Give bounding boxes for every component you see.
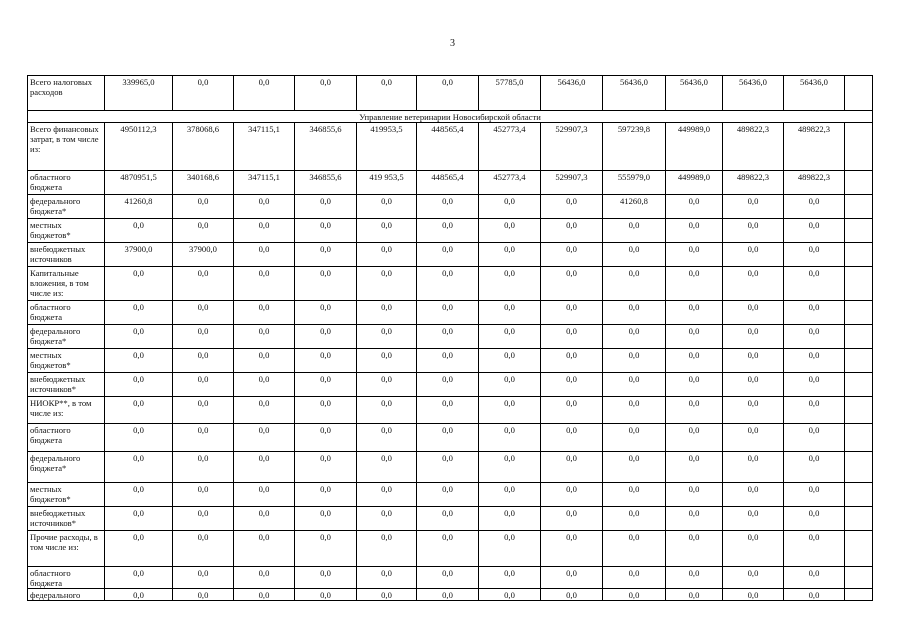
- table-cell: 0,0: [173, 76, 234, 111]
- table-cell: 0,0: [234, 589, 295, 601]
- budget-table: [27, 75, 873, 601]
- table-cell: 452773,4: [479, 123, 541, 171]
- table-row: [28, 195, 873, 219]
- table-cell: 0,0: [541, 531, 603, 567]
- table-cell: 0,0: [173, 301, 234, 325]
- table-row: [28, 325, 873, 349]
- table-row: [28, 567, 873, 589]
- table-cell: 0,0: [666, 589, 723, 601]
- table-cell: 0,0: [173, 483, 234, 507]
- empty-cell: [845, 219, 873, 243]
- table-cell: 0,0: [666, 219, 723, 243]
- table-cell: 0,0: [784, 243, 845, 267]
- table-cell: 0,0: [603, 267, 666, 301]
- table-cell: 0,0: [541, 301, 603, 325]
- table-cell: 0,0: [417, 219, 479, 243]
- table-cell: 0,0: [784, 325, 845, 349]
- empty-cell: [845, 243, 873, 267]
- table-cell: 0,0: [173, 567, 234, 589]
- table-row: [28, 397, 873, 424]
- table-cell: 489822,3: [723, 123, 784, 171]
- table-cell: 0,0: [234, 76, 295, 111]
- table-cell: 0,0: [173, 424, 234, 452]
- table-cell: 0,0: [295, 195, 357, 219]
- table-cell: 0,0: [417, 373, 479, 397]
- table-cell: 347115,1: [234, 171, 295, 195]
- table-cell: 0,0: [234, 219, 295, 243]
- table-cell: 0,0: [666, 397, 723, 424]
- table-row: [28, 531, 873, 567]
- table-cell: 0,0: [295, 301, 357, 325]
- table-cell: 0,0: [295, 267, 357, 301]
- empty-cell: [845, 589, 873, 601]
- row-label: местных бюджетов*: [28, 219, 105, 243]
- table-row: [28, 424, 873, 452]
- table-cell: 0,0: [603, 397, 666, 424]
- table-cell: 0,0: [357, 349, 417, 373]
- table-cell: 0,0: [105, 397, 173, 424]
- table-row: [28, 76, 873, 111]
- table-cell: 0,0: [357, 483, 417, 507]
- table-cell: 346855,6: [295, 123, 357, 171]
- table-cell: 0,0: [603, 567, 666, 589]
- table-cell: 0,0: [723, 483, 784, 507]
- table-row: [28, 243, 873, 267]
- table-cell: 0,0: [105, 349, 173, 373]
- row-label: областного бюджета: [28, 567, 105, 589]
- table-cell: 0,0: [295, 243, 357, 267]
- table-row: [28, 301, 873, 325]
- table-cell: 0,0: [784, 301, 845, 325]
- table-cell: 0,0: [541, 589, 603, 601]
- table-cell: 0,0: [666, 195, 723, 219]
- table-cell: 0,0: [723, 424, 784, 452]
- table-cell: 0,0: [723, 267, 784, 301]
- empty-cell: [845, 267, 873, 301]
- table-cell: 0,0: [234, 373, 295, 397]
- table-cell: 0,0: [417, 325, 479, 349]
- table-cell: 0,0: [479, 531, 541, 567]
- table-cell: 419 953,5: [357, 171, 417, 195]
- table-cell: 0,0: [357, 373, 417, 397]
- table-cell: 0,0: [603, 589, 666, 601]
- table-cell: 0,0: [417, 397, 479, 424]
- table-cell: 0,0: [357, 424, 417, 452]
- table-cell: 0,0: [357, 325, 417, 349]
- table-cell: 0,0: [603, 243, 666, 267]
- empty-cell: [845, 452, 873, 483]
- table-cell: 0,0: [173, 325, 234, 349]
- table-cell: 0,0: [723, 243, 784, 267]
- table-cell: 0,0: [234, 195, 295, 219]
- table-cell: 0,0: [541, 452, 603, 483]
- empty-cell: [845, 325, 873, 349]
- table-cell: 0,0: [479, 397, 541, 424]
- table-cell: 0,0: [541, 397, 603, 424]
- table-cell: 339965,0: [105, 76, 173, 111]
- empty-cell: [845, 424, 873, 452]
- table-cell: 0,0: [295, 219, 357, 243]
- table-cell: 56436,0: [603, 76, 666, 111]
- table-cell: 0,0: [723, 589, 784, 601]
- table-cell: 0,0: [173, 373, 234, 397]
- table-cell: 0,0: [295, 452, 357, 483]
- table-cell: 0,0: [603, 349, 666, 373]
- row-label: внебюджетных источников*: [28, 373, 105, 397]
- table-cell: 0,0: [357, 243, 417, 267]
- table-cell: 0,0: [173, 507, 234, 531]
- table-cell: 0,0: [234, 483, 295, 507]
- table-cell: 0,0: [666, 507, 723, 531]
- table-cell: 452773,4: [479, 171, 541, 195]
- table-cell: 0,0: [357, 452, 417, 483]
- table-cell: 0,0: [417, 267, 479, 301]
- section-header-row: [28, 111, 873, 123]
- table-cell: 56436,0: [723, 76, 784, 111]
- table-cell: 0,0: [295, 507, 357, 531]
- table-cell: 0,0: [479, 567, 541, 589]
- empty-cell: [845, 349, 873, 373]
- table-cell: 37900,0: [105, 243, 173, 267]
- table-cell: 0,0: [541, 349, 603, 373]
- table-cell: 0,0: [357, 219, 417, 243]
- table-cell: 0,0: [417, 349, 479, 373]
- table-cell: 0,0: [541, 567, 603, 589]
- table-cell: 0,0: [479, 219, 541, 243]
- table-cell: 0,0: [295, 325, 357, 349]
- row-label: Прочие расходы, в том числе из:: [28, 531, 105, 567]
- table-cell: 0,0: [295, 424, 357, 452]
- row-label: федерального бюджета*: [28, 452, 105, 483]
- row-label: Капитальные вложения, в том числе из:: [28, 267, 105, 301]
- table-cell: 0,0: [666, 325, 723, 349]
- table-cell: 0,0: [784, 589, 845, 601]
- table-cell: 0,0: [357, 589, 417, 601]
- table-cell: 0,0: [666, 483, 723, 507]
- table-cell: 0,0: [603, 325, 666, 349]
- row-label: НИОКР**, в том числе из:: [28, 397, 105, 424]
- table-cell: 0,0: [417, 567, 479, 589]
- table-cell: 4950112,3: [105, 123, 173, 171]
- table-cell: 0,0: [723, 452, 784, 483]
- table-cell: 0,0: [541, 267, 603, 301]
- table-cell: 0,0: [234, 349, 295, 373]
- table-cell: 0,0: [105, 507, 173, 531]
- table-cell: 0,0: [357, 531, 417, 567]
- table-cell: 0,0: [173, 219, 234, 243]
- table-cell: 0,0: [417, 483, 479, 507]
- table-cell: 0,0: [666, 301, 723, 325]
- table-cell: 0,0: [234, 243, 295, 267]
- row-label: областного бюджета: [28, 301, 105, 325]
- table-cell: 56436,0: [666, 76, 723, 111]
- table-cell: 0,0: [723, 219, 784, 243]
- table-cell: 0,0: [479, 483, 541, 507]
- table-cell: 0,0: [666, 567, 723, 589]
- table-cell: 0,0: [479, 195, 541, 219]
- table-cell: 0,0: [105, 267, 173, 301]
- table-cell: 0,0: [357, 301, 417, 325]
- table-cell: 0,0: [784, 452, 845, 483]
- table-cell: 41260,8: [105, 195, 173, 219]
- table-cell: 0,0: [723, 567, 784, 589]
- table-cell: 0,0: [784, 424, 845, 452]
- table-cell: 0,0: [173, 267, 234, 301]
- table-cell: 0,0: [295, 531, 357, 567]
- empty-cell: [845, 301, 873, 325]
- table-cell: 0,0: [417, 424, 479, 452]
- table-cell: 0,0: [784, 397, 845, 424]
- table-cell: 0,0: [603, 507, 666, 531]
- table-cell: 0,0: [479, 373, 541, 397]
- table-cell: 0,0: [105, 483, 173, 507]
- table-cell: 0,0: [541, 325, 603, 349]
- table-cell: 0,0: [666, 424, 723, 452]
- table-cell: 0,0: [234, 424, 295, 452]
- empty-cell: [845, 195, 873, 219]
- table-cell: 0,0: [234, 325, 295, 349]
- table-cell: 0,0: [105, 424, 173, 452]
- table-cell: 0,0: [784, 219, 845, 243]
- table-cell: 0,0: [173, 531, 234, 567]
- table-cell: 0,0: [784, 531, 845, 567]
- table-cell: 0,0: [723, 195, 784, 219]
- table-row: [28, 267, 873, 301]
- budget-table-body: [28, 76, 873, 601]
- table-cell: 56436,0: [784, 76, 845, 111]
- table-cell: 0,0: [603, 483, 666, 507]
- table-cell: 0,0: [723, 397, 784, 424]
- table-cell: 0,0: [479, 301, 541, 325]
- row-label: федерального бюджета*: [28, 195, 105, 219]
- table-cell: 0,0: [479, 325, 541, 349]
- table-cell: 0,0: [417, 589, 479, 601]
- table-cell: 0,0: [357, 397, 417, 424]
- table-cell: 0,0: [479, 243, 541, 267]
- table-cell: 0,0: [784, 349, 845, 373]
- table-cell: 0,0: [784, 507, 845, 531]
- empty-cell: [845, 483, 873, 507]
- table-cell: 340168,6: [173, 171, 234, 195]
- table-cell: 489822,3: [723, 171, 784, 195]
- row-label: внебюджетных источников: [28, 243, 105, 267]
- page-number: 3: [450, 38, 455, 49]
- table-row: [28, 349, 873, 373]
- empty-cell: [845, 507, 873, 531]
- table-cell: 0,0: [479, 507, 541, 531]
- table-cell: 555979,0: [603, 171, 666, 195]
- table-cell: 0,0: [234, 301, 295, 325]
- table-cell: 0,0: [105, 531, 173, 567]
- empty-cell: [845, 397, 873, 424]
- table-cell: 0,0: [784, 373, 845, 397]
- table-cell: 0,0: [784, 483, 845, 507]
- row-label: областного бюджета: [28, 424, 105, 452]
- table-row: [28, 483, 873, 507]
- table-cell: 448565,4: [417, 123, 479, 171]
- table-cell: 0,0: [666, 243, 723, 267]
- table-cell: 449989,0: [666, 171, 723, 195]
- table-cell: 0,0: [357, 195, 417, 219]
- table-cell: 0,0: [173, 452, 234, 483]
- table-cell: 0,0: [105, 589, 173, 601]
- table-cell: 0,0: [417, 301, 479, 325]
- row-label: федерального бюджета*: [28, 325, 105, 349]
- table-cell: 56436,0: [541, 76, 603, 111]
- table-cell: 0,0: [723, 531, 784, 567]
- table-cell: 0,0: [105, 325, 173, 349]
- table-cell: 0,0: [541, 507, 603, 531]
- table-cell: 0,0: [295, 483, 357, 507]
- table-cell: 0,0: [603, 452, 666, 483]
- table-cell: 57785,0: [479, 76, 541, 111]
- table-cell: 0,0: [541, 483, 603, 507]
- table-row: [28, 219, 873, 243]
- row-label: внебюджетных источников*: [28, 507, 105, 531]
- table-cell: 0,0: [479, 589, 541, 601]
- table-cell: 0,0: [295, 589, 357, 601]
- table-row: [28, 123, 873, 171]
- table-cell: 0,0: [541, 243, 603, 267]
- table-cell: 529907,3: [541, 171, 603, 195]
- table-cell: 489822,3: [784, 123, 845, 171]
- table-cell: 0,0: [234, 452, 295, 483]
- table-cell: 0,0: [723, 349, 784, 373]
- row-label: местных бюджетов*: [28, 349, 105, 373]
- table-cell: 346855,6: [295, 171, 357, 195]
- table-cell: 0,0: [666, 349, 723, 373]
- row-label: Всего налоговых расходов: [28, 76, 105, 111]
- empty-cell: [845, 76, 873, 111]
- table-cell: 0,0: [603, 219, 666, 243]
- table-cell: 0,0: [417, 76, 479, 111]
- row-label: Всего финансовых затрат, в том числе из:: [28, 123, 105, 171]
- table-cell: 448565,4: [417, 171, 479, 195]
- table-cell: 0,0: [417, 452, 479, 483]
- table-cell: 0,0: [173, 349, 234, 373]
- table-cell: 0,0: [357, 267, 417, 301]
- table-cell: 529907,3: [541, 123, 603, 171]
- table-cell: 0,0: [173, 589, 234, 601]
- table-cell: 0,0: [105, 219, 173, 243]
- empty-cell: [845, 171, 873, 195]
- table-cell: 0,0: [173, 195, 234, 219]
- table-cell: 0,0: [541, 195, 603, 219]
- table-cell: 0,0: [417, 243, 479, 267]
- table-cell: 0,0: [666, 267, 723, 301]
- table-cell: 0,0: [417, 507, 479, 531]
- empty-cell: [845, 531, 873, 567]
- row-label: местных бюджетов*: [28, 483, 105, 507]
- empty-cell: [845, 567, 873, 589]
- table-cell: 0,0: [295, 567, 357, 589]
- table-cell: 0,0: [666, 373, 723, 397]
- table-cell: 0,0: [603, 531, 666, 567]
- table-cell: 0,0: [723, 373, 784, 397]
- table-cell: 0,0: [295, 373, 357, 397]
- table-cell: 0,0: [173, 397, 234, 424]
- table-cell: 0,0: [234, 267, 295, 301]
- table-cell: 0,0: [784, 567, 845, 589]
- table-cell: 0,0: [479, 349, 541, 373]
- table-cell: 0,0: [357, 76, 417, 111]
- table-cell: 0,0: [105, 567, 173, 589]
- section-title: Управление ветеринарии Новосибирской области: [28, 111, 873, 123]
- table-cell: 449989,0: [666, 123, 723, 171]
- table-cell: 0,0: [295, 397, 357, 424]
- table-cell: 0,0: [234, 397, 295, 424]
- table-cell: 0,0: [479, 452, 541, 483]
- table-cell: 0,0: [723, 507, 784, 531]
- table-row: [28, 507, 873, 531]
- table-cell: 0,0: [541, 373, 603, 397]
- table-cell: 0,0: [603, 373, 666, 397]
- table-cell: 0,0: [105, 452, 173, 483]
- table-cell: 37900,0: [173, 243, 234, 267]
- table-cell: 0,0: [541, 219, 603, 243]
- table-cell: 0,0: [723, 301, 784, 325]
- empty-cell: [845, 373, 873, 397]
- table-cell: 0,0: [603, 424, 666, 452]
- table-cell: 0,0: [417, 531, 479, 567]
- row-label: областного бюджета: [28, 171, 105, 195]
- table-cell: 378068,6: [173, 123, 234, 171]
- table-cell: 0,0: [603, 301, 666, 325]
- table-cell: 489822,3: [784, 171, 845, 195]
- row-label: федерального: [28, 589, 105, 601]
- table-cell: 0,0: [417, 195, 479, 219]
- table-cell: 0,0: [357, 567, 417, 589]
- table-cell: 0,0: [784, 267, 845, 301]
- table-cell: 0,0: [357, 507, 417, 531]
- table-cell: 0,0: [295, 349, 357, 373]
- table-cell: 0,0: [541, 424, 603, 452]
- table-cell: 0,0: [723, 325, 784, 349]
- table-cell: 0,0: [666, 452, 723, 483]
- table-cell: 4870951,5: [105, 171, 173, 195]
- table-row: [28, 589, 873, 601]
- table-cell: 0,0: [784, 195, 845, 219]
- table-cell: 0,0: [234, 567, 295, 589]
- table-cell: 0,0: [666, 531, 723, 567]
- table-cell: 347115,1: [234, 123, 295, 171]
- table-cell: 0,0: [234, 507, 295, 531]
- table-cell: 0,0: [479, 267, 541, 301]
- table-cell: 0,0: [479, 424, 541, 452]
- table-cell: 41260,8: [603, 195, 666, 219]
- empty-cell: [845, 123, 873, 171]
- table-row: [28, 452, 873, 483]
- table-cell: 0,0: [295, 76, 357, 111]
- table-cell: 0,0: [105, 373, 173, 397]
- table-row: [28, 373, 873, 397]
- table-cell: 0,0: [105, 301, 173, 325]
- table-cell: 0,0: [234, 531, 295, 567]
- table-cell: 597239,8: [603, 123, 666, 171]
- table-row: [28, 171, 873, 195]
- table-cell: 419953,5: [357, 123, 417, 171]
